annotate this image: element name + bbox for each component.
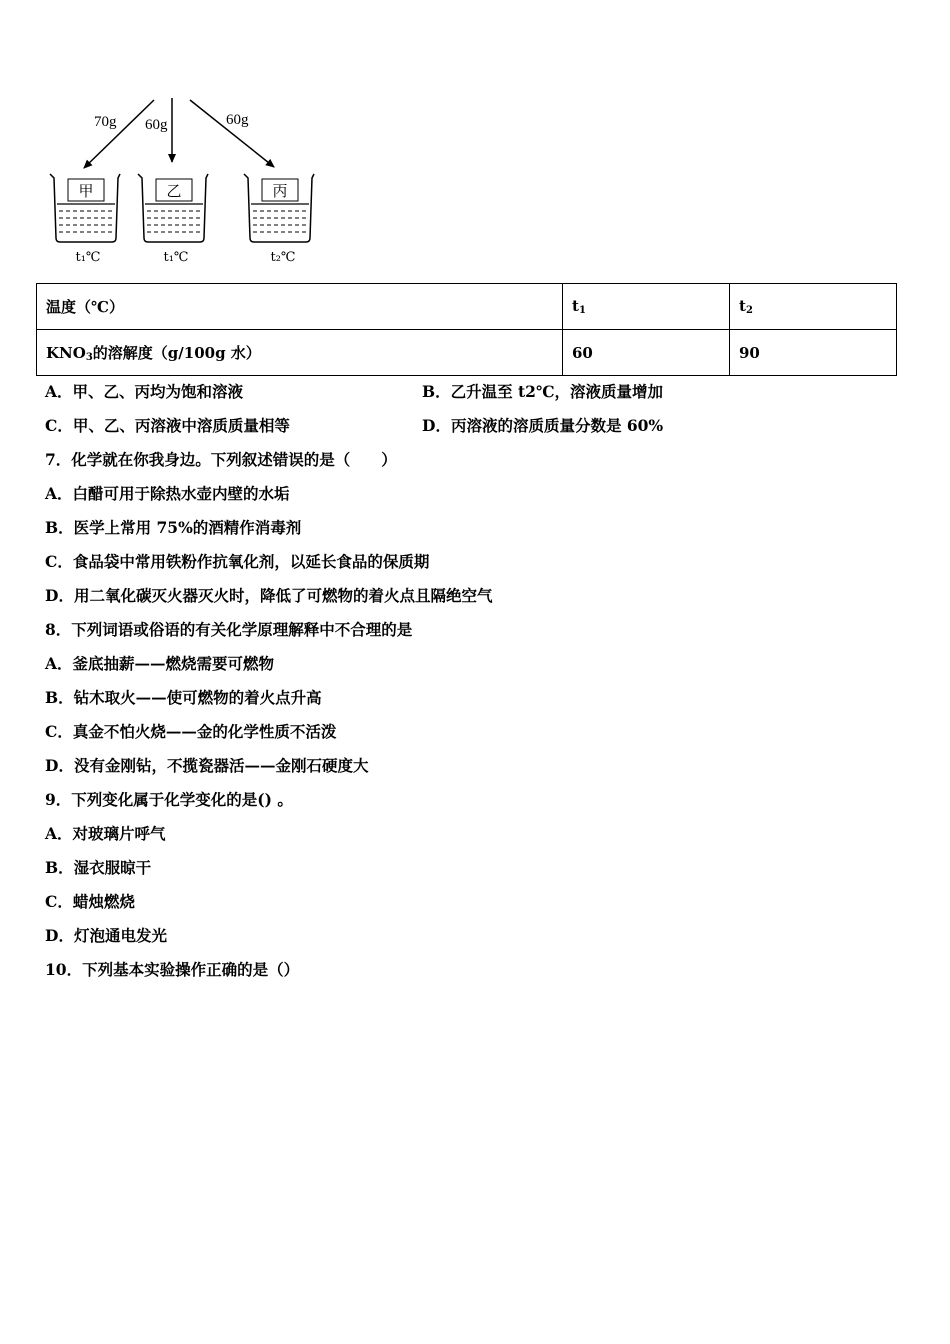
beaker-yi xyxy=(138,174,208,265)
q8-option-d: D．没有金刚钻，不揽瓷器活——金刚石硬度大 xyxy=(45,756,369,775)
t2-subscript: 2 xyxy=(745,305,753,316)
q7-option-b: B．医学上常用 75%的酒精作消毒剂 xyxy=(45,518,302,537)
arrow-left xyxy=(84,100,154,168)
q9-option-d: D．灯泡通电发光 xyxy=(45,926,167,945)
table-cell-temp-label xyxy=(37,284,563,330)
beaker-yi-temp: t₁℃ xyxy=(163,250,189,265)
q7-option-c: C．食品袋中常用铁粉作抗氧化剂，以延长食品的保质期 xyxy=(45,552,430,571)
beaker-jia xyxy=(50,174,120,265)
table-cell-solubility-label xyxy=(37,330,563,376)
solubility-label: 的溶解度（g/100g 水） xyxy=(92,344,261,362)
q10-stem: 10．下列基本实验操作正确的是（） xyxy=(45,960,300,979)
q6-option-d: D．丙溶液的溶质质量分数是 60% xyxy=(422,416,664,435)
beaker-jia-label: 甲 xyxy=(78,182,94,200)
kno-subscript: 3 xyxy=(85,352,93,363)
solubility-table xyxy=(36,283,897,376)
beaker-yi-label: 乙 xyxy=(166,182,182,200)
q8-option-c: C．真金不怕火烧——金的化学性质不活泼 xyxy=(45,722,337,741)
q9-option-a: A．对玻璃片呼气 xyxy=(45,824,166,843)
t1-subscript: 1 xyxy=(578,305,586,316)
q6-option-a: A．甲、乙、丙均为饱和溶液 xyxy=(45,382,244,401)
q9-option-b: B．湿衣服晾干 xyxy=(45,858,152,877)
beaker-jia-temp: t₁℃ xyxy=(75,250,101,265)
table-cell-value-t1 xyxy=(563,330,730,376)
kno-label: KNO xyxy=(46,344,86,362)
q8-option-a: A．釜底抽薪——燃烧需要可燃物 xyxy=(45,654,275,673)
table-row xyxy=(37,284,897,330)
solubility-t1: 60 xyxy=(572,343,593,362)
arrow-label-left: 70g xyxy=(94,114,117,130)
q8-stem: 8．下列词语或俗语的有关化学原理解释中不合理的是 xyxy=(45,620,413,639)
table-cell-t1 xyxy=(563,284,730,330)
table-row xyxy=(37,330,897,376)
table-cell-value-t2 xyxy=(730,330,897,376)
q6-option-b: B．乙升温至 t2℃，溶液质量增加 xyxy=(422,382,664,401)
q6-option-c: C．甲、乙、丙溶液中溶质质量相等 xyxy=(45,416,290,435)
temp-label: 温度（℃） xyxy=(46,298,124,316)
q7-stem: 7．化学就在你我身边。下列叙述错误的是（ ） xyxy=(45,450,397,469)
q7-option-d: D．用二氧化碳灭火器灭火时，降低了可燃物的着火点且隔绝空气 xyxy=(45,586,493,605)
beaker-diagram xyxy=(40,92,340,270)
beaker-diagram-svg xyxy=(40,92,340,270)
t1-label: t xyxy=(572,297,579,315)
t2-label: t xyxy=(739,297,746,315)
solubility-t2: 90 xyxy=(739,343,760,362)
arrow-label-middle: 60g xyxy=(145,117,168,133)
q9-stem: 9．下列变化属于化学变化的是() 。 xyxy=(45,790,293,809)
beaker-bing-label: 丙 xyxy=(272,182,288,200)
q9-option-c: C．蜡烛燃烧 xyxy=(45,892,135,911)
arrow-label-right: 60g xyxy=(226,112,249,128)
q8-option-b: B．钻木取火——使可燃物的着火点升高 xyxy=(45,688,322,707)
q6-options-row1 xyxy=(45,382,664,402)
beaker-bing xyxy=(244,174,314,265)
arrow-right xyxy=(190,100,274,167)
q7-option-a: A．白醋可用于除热水壶内壁的水垢 xyxy=(45,484,290,503)
beaker-bing-temp: t₂℃ xyxy=(270,250,296,265)
table-cell-t2 xyxy=(730,284,897,330)
q6-options-row2 xyxy=(45,416,664,436)
